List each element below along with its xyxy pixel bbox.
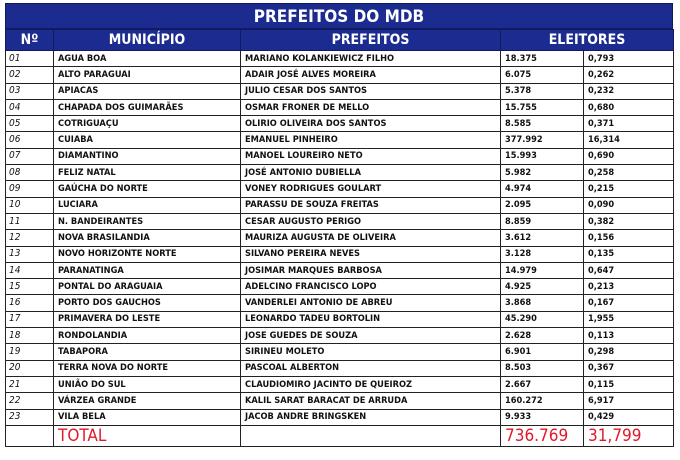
row-number: 06	[6, 132, 54, 148]
column-header-num: Nº	[6, 30, 54, 51]
prefeito-cell: JOSE GUEDES DE SOUZA	[241, 328, 501, 344]
table-row	[6, 83, 674, 99]
municipio-cell: N. BANDEIRANTES	[54, 213, 241, 229]
mayors-table	[5, 29, 674, 447]
eleitores-cell: 5.982	[501, 165, 584, 181]
prefeito-cell: JACOB ANDRE BRINGSKEN	[241, 409, 501, 425]
column-header-prefeitos: PREFEITOS	[241, 30, 501, 51]
municipio-cell: PONTAL DO ARAGUAIA	[54, 279, 241, 295]
table-row	[6, 51, 674, 67]
eleitores-cell: 4.925	[501, 279, 584, 295]
table-row	[6, 360, 674, 376]
table-row	[6, 393, 674, 409]
column-header-eleitores: ELEITORES	[501, 30, 674, 51]
municipio-cell: RONDOLANDIA	[54, 328, 241, 344]
percentual-cell: 0,167	[584, 295, 674, 311]
eleitores-cell: 45.290	[501, 311, 584, 327]
row-number: 09	[6, 181, 54, 197]
eleitores-cell: 3.128	[501, 246, 584, 262]
percentual-cell: 0,113	[584, 328, 674, 344]
table-row	[6, 295, 674, 311]
table-row	[6, 165, 674, 181]
row-number: 07	[6, 148, 54, 164]
percentual-cell: 0,793	[584, 51, 674, 67]
eleitores-cell: 377.992	[501, 132, 584, 148]
percentual-cell: 0,135	[584, 246, 674, 262]
table-body	[6, 51, 674, 447]
prefeito-cell: EMANUEL PINHEIRO	[241, 132, 501, 148]
eleitores-cell: 15.993	[501, 148, 584, 164]
row-number: 04	[6, 99, 54, 115]
table-row	[6, 181, 674, 197]
total-label: TOTAL	[54, 425, 241, 446]
prefeito-cell: OLIRIO OLIVEIRA DOS SANTOS	[241, 116, 501, 132]
row-number: 14	[6, 262, 54, 278]
row-number: 23	[6, 409, 54, 425]
prefeito-cell: VONEY RODRIGUES GOULART	[241, 181, 501, 197]
table-title: PREFEITOS DO MDB	[5, 3, 673, 29]
municipio-cell: DIAMANTINO	[54, 148, 241, 164]
total-prefeito-cell	[241, 425, 501, 446]
eleitores-cell: 8.585	[501, 116, 584, 132]
table-row	[6, 311, 674, 327]
municipio-cell: LUCIARA	[54, 197, 241, 213]
percentual-cell: 0,690	[584, 148, 674, 164]
percentual-cell: 0,232	[584, 83, 674, 99]
eleitores-cell: 2.628	[501, 328, 584, 344]
row-number: 05	[6, 116, 54, 132]
row-number: 18	[6, 328, 54, 344]
row-number: 01	[6, 51, 54, 67]
percentual-cell: 0,115	[584, 376, 674, 392]
eleitores-cell: 5.378	[501, 83, 584, 99]
table-row	[6, 148, 674, 164]
header-row	[6, 30, 674, 51]
table-row	[6, 344, 674, 360]
percentual-cell: 0,680	[584, 99, 674, 115]
percentual-cell: 0,367	[584, 360, 674, 376]
row-number: 11	[6, 213, 54, 229]
row-number: 22	[6, 393, 54, 409]
municipio-cell: NOVA BRASILANDIA	[54, 230, 241, 246]
row-number: 03	[6, 83, 54, 99]
eleitores-cell: 18.375	[501, 51, 584, 67]
prefeito-cell: MAURIZA AUGUSTA DE OLIVEIRA	[241, 230, 501, 246]
row-number: 19	[6, 344, 54, 360]
prefeito-cell: SILVANO PEREIRA NEVES	[241, 246, 501, 262]
percentual-cell: 0,647	[584, 262, 674, 278]
total-num-cell	[6, 425, 54, 446]
table-row	[6, 132, 674, 148]
prefeito-cell: CLAUDIOMIRO JACINTO DE QUEIROZ	[241, 376, 501, 392]
eleitores-cell: 2.095	[501, 197, 584, 213]
row-number: 08	[6, 165, 54, 181]
municipio-cell: TABAPORA	[54, 344, 241, 360]
prefeito-cell: KALIL SARAT BARACAT DE ARRUDA	[241, 393, 501, 409]
municipio-cell: AGUA BOA	[54, 51, 241, 67]
percentual-cell: 0,262	[584, 67, 674, 83]
row-number: 10	[6, 197, 54, 213]
percentual-cell: 0,382	[584, 213, 674, 229]
row-number: 13	[6, 246, 54, 262]
table-row	[6, 262, 674, 278]
row-number: 12	[6, 230, 54, 246]
municipio-cell: PRIMAVERA DO LESTE	[54, 311, 241, 327]
prefeito-cell: ADELCINO FRANCISCO LOPO	[241, 279, 501, 295]
municipio-cell: UNIÃO DO SUL	[54, 376, 241, 392]
eleitores-cell: 6.901	[501, 344, 584, 360]
percentual-cell: 0,156	[584, 230, 674, 246]
percentual-cell: 0,258	[584, 165, 674, 181]
row-number: 02	[6, 67, 54, 83]
mdb-mayors-table-panel	[5, 3, 673, 447]
column-header-municipio: MUNICÍPIO	[54, 30, 241, 51]
table-row	[6, 328, 674, 344]
table-row	[6, 376, 674, 392]
eleitores-cell: 3.612	[501, 230, 584, 246]
eleitores-cell: 2.667	[501, 376, 584, 392]
percentual-cell: 0,371	[584, 116, 674, 132]
municipio-cell: ALTO PARAGUAI	[54, 67, 241, 83]
table-row	[6, 279, 674, 295]
table-row	[6, 230, 674, 246]
prefeito-cell: CESAR AUGUSTO PERIGO	[241, 213, 501, 229]
municipio-cell: PARANATINGA	[54, 262, 241, 278]
eleitores-cell: 6.075	[501, 67, 584, 83]
prefeito-cell: JULIO CESAR DOS SANTOS	[241, 83, 501, 99]
percentual-cell: 6,917	[584, 393, 674, 409]
municipio-cell: CHAPADA DOS GUIMARÃES	[54, 99, 241, 115]
municipio-cell: FELIZ NATAL	[54, 165, 241, 181]
table-row	[6, 409, 674, 425]
row-number: 16	[6, 295, 54, 311]
municipio-cell: APIACAS	[54, 83, 241, 99]
prefeito-cell: VANDERLEI ANTONIO DE ABREU	[241, 295, 501, 311]
total-percentual: 31,799	[584, 425, 674, 446]
table-row	[6, 197, 674, 213]
municipio-cell: GAÚCHA DO NORTE	[54, 181, 241, 197]
eleitores-cell: 3.868	[501, 295, 584, 311]
total-row	[6, 425, 674, 446]
prefeito-cell: MANOEL LOUREIRO NETO	[241, 148, 501, 164]
table-row	[6, 116, 674, 132]
municipio-cell: COTRIGUAÇU	[54, 116, 241, 132]
percentual-cell: 1,955	[584, 311, 674, 327]
eleitores-cell: 4.974	[501, 181, 584, 197]
table-row	[6, 246, 674, 262]
municipio-cell: NOVO HORIZONTE NORTE	[54, 246, 241, 262]
prefeito-cell: JOSIMAR MARQUES BARBOSA	[241, 262, 501, 278]
municipio-cell: CUIABA	[54, 132, 241, 148]
percentual-cell: 0,429	[584, 409, 674, 425]
total-eleitores: 736.769	[501, 425, 584, 446]
eleitores-cell: 14.979	[501, 262, 584, 278]
percentual-cell: 0,298	[584, 344, 674, 360]
eleitores-cell: 15.755	[501, 99, 584, 115]
eleitores-cell: 8.859	[501, 213, 584, 229]
row-number: 15	[6, 279, 54, 295]
row-number: 21	[6, 376, 54, 392]
prefeito-cell: MARIANO KOLANKIEWICZ FILHO	[241, 51, 501, 67]
percentual-cell: 0,090	[584, 197, 674, 213]
prefeito-cell: JOSÉ ANTONIO DUBIELLA	[241, 165, 501, 181]
table-row	[6, 213, 674, 229]
percentual-cell: 0,213	[584, 279, 674, 295]
municipio-cell: VILA BELA	[54, 409, 241, 425]
eleitores-cell: 8.503	[501, 360, 584, 376]
prefeito-cell: PARASSU DE SOUZA FREITAS	[241, 197, 501, 213]
table-row	[6, 67, 674, 83]
eleitores-cell: 9.933	[501, 409, 584, 425]
percentual-cell: 0,215	[584, 181, 674, 197]
prefeito-cell: OSMAR FRONER DE MELLO	[241, 99, 501, 115]
prefeito-cell: LEONARDO TADEU BORTOLIN	[241, 311, 501, 327]
row-number: 17	[6, 311, 54, 327]
municipio-cell: TERRA NOVA DO NORTE	[54, 360, 241, 376]
municipio-cell: PORTO DOS GAUCHOS	[54, 295, 241, 311]
prefeito-cell: PASCOAL ALBERTON	[241, 360, 501, 376]
prefeito-cell: SIRINEU MOLETO	[241, 344, 501, 360]
eleitores-cell: 160.272	[501, 393, 584, 409]
municipio-cell: VÁRZEA GRANDE	[54, 393, 241, 409]
prefeito-cell: ADAIR JOSÉ ALVES MOREIRA	[241, 67, 501, 83]
row-number: 20	[6, 360, 54, 376]
table-row	[6, 99, 674, 115]
percentual-cell: 16,314	[584, 132, 674, 148]
